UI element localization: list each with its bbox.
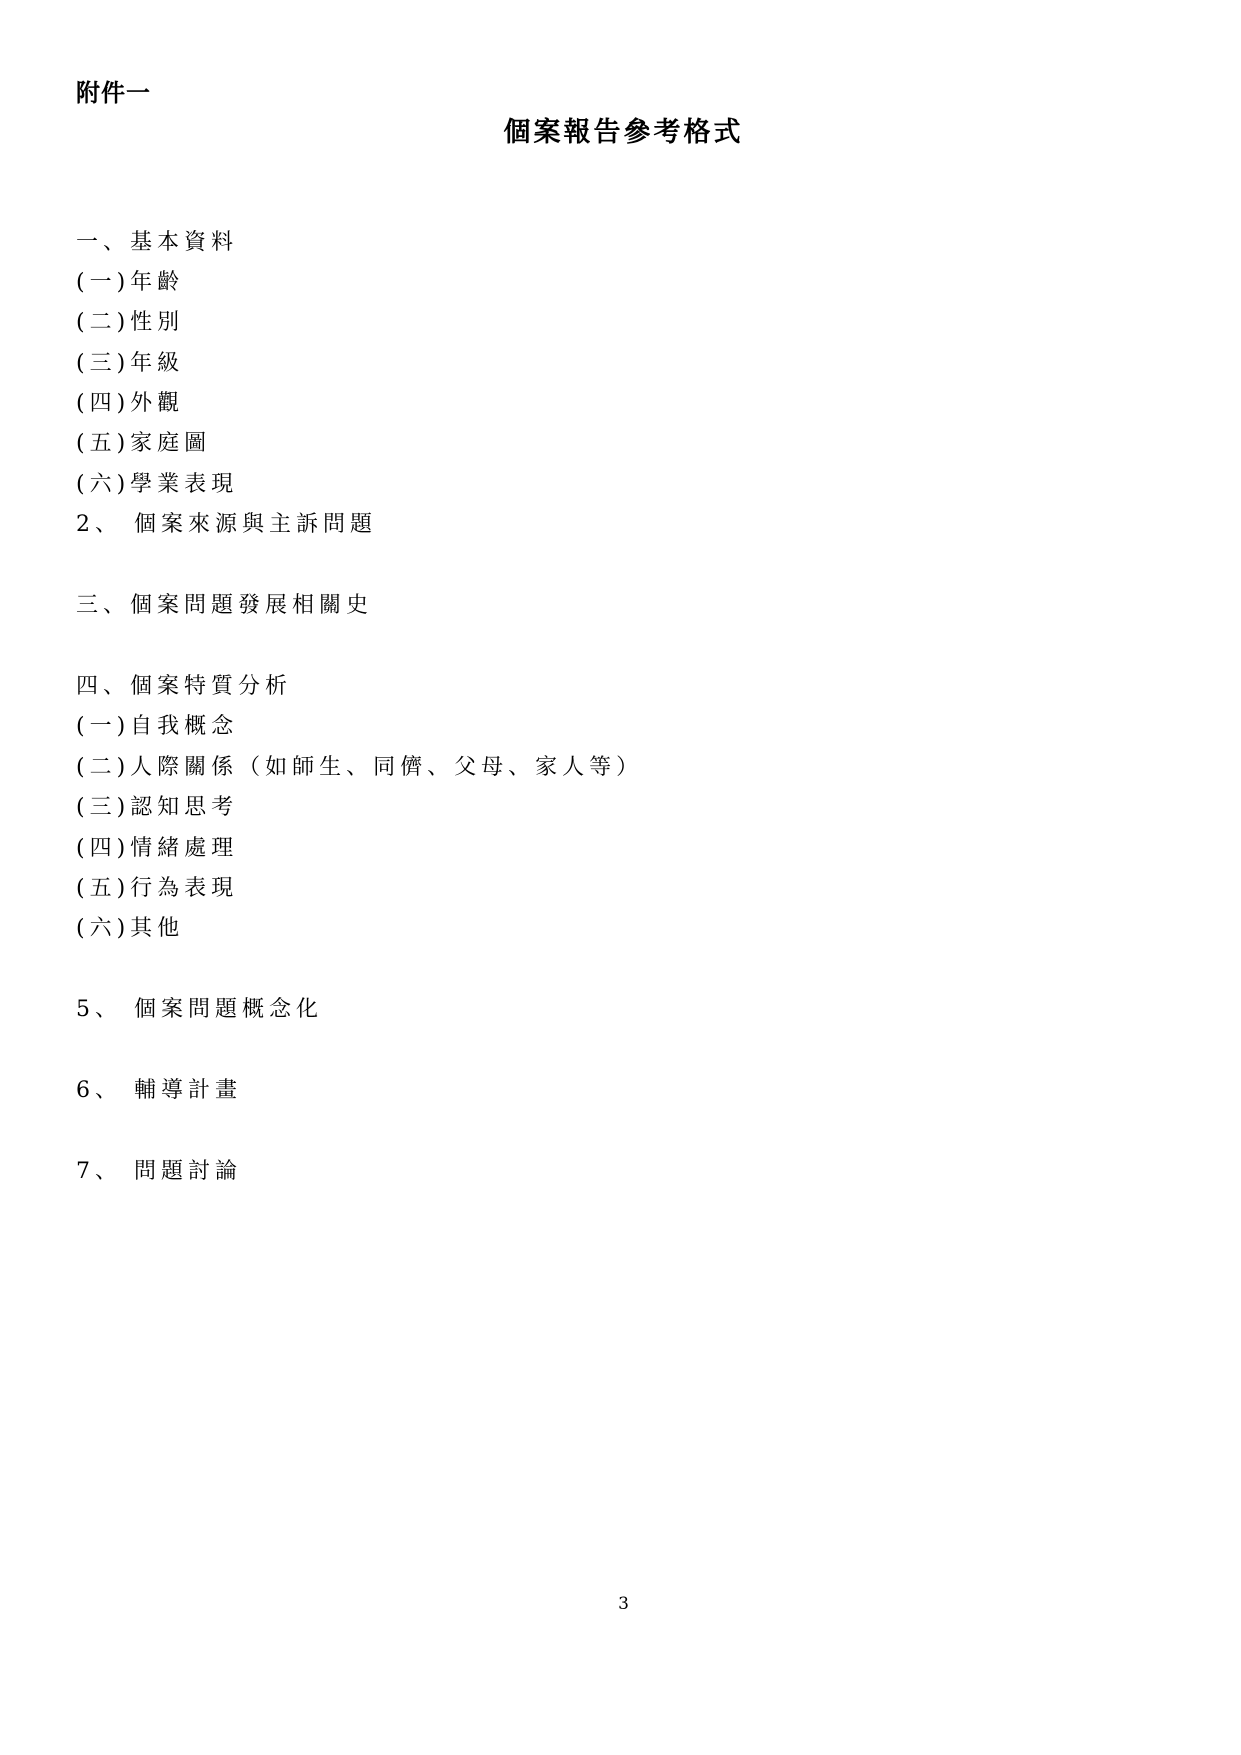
list-item: (四)情緒處理 — [76, 836, 239, 861]
list-item: (一)年齡 — [76, 270, 185, 295]
section-heading-discussion: 7、 問題討論 — [76, 1159, 242, 1184]
list-item: (二)性別 — [76, 310, 185, 335]
section-heading-trait-analysis: 四、個案特質分析 — [76, 674, 293, 699]
list-item: (一)自我概念 — [76, 714, 239, 739]
list-item: (五)家庭圖 — [76, 431, 212, 456]
section-heading-basic-info: 一、基本資料 — [76, 230, 239, 255]
list-item: (三)認知思考 — [76, 795, 239, 820]
section-heading-conceptualization: 5、 個案問題概念化 — [76, 997, 323, 1022]
section-heading-case-source: 2、 個案來源與主訴問題 — [76, 512, 377, 537]
page-number: 3 — [618, 1594, 629, 1614]
list-item: (六)其他 — [76, 916, 185, 941]
list-item: (三)年級 — [76, 351, 185, 376]
section-heading-counseling-plan: 6、 輔導計畫 — [76, 1078, 242, 1103]
list-item: (五)行為表現 — [76, 876, 239, 901]
list-item: (六)學業表現 — [76, 472, 239, 497]
section-heading-problem-history: 三、個案問題發展相關史 — [76, 593, 374, 618]
list-item: (二)人際關係（如師生、同儕、父母、家人等） — [76, 755, 644, 780]
attachment-label: 附件一 — [76, 78, 151, 107]
document-title: 個案報告參考格式 — [503, 117, 744, 148]
list-item: (四)外觀 — [76, 391, 185, 416]
